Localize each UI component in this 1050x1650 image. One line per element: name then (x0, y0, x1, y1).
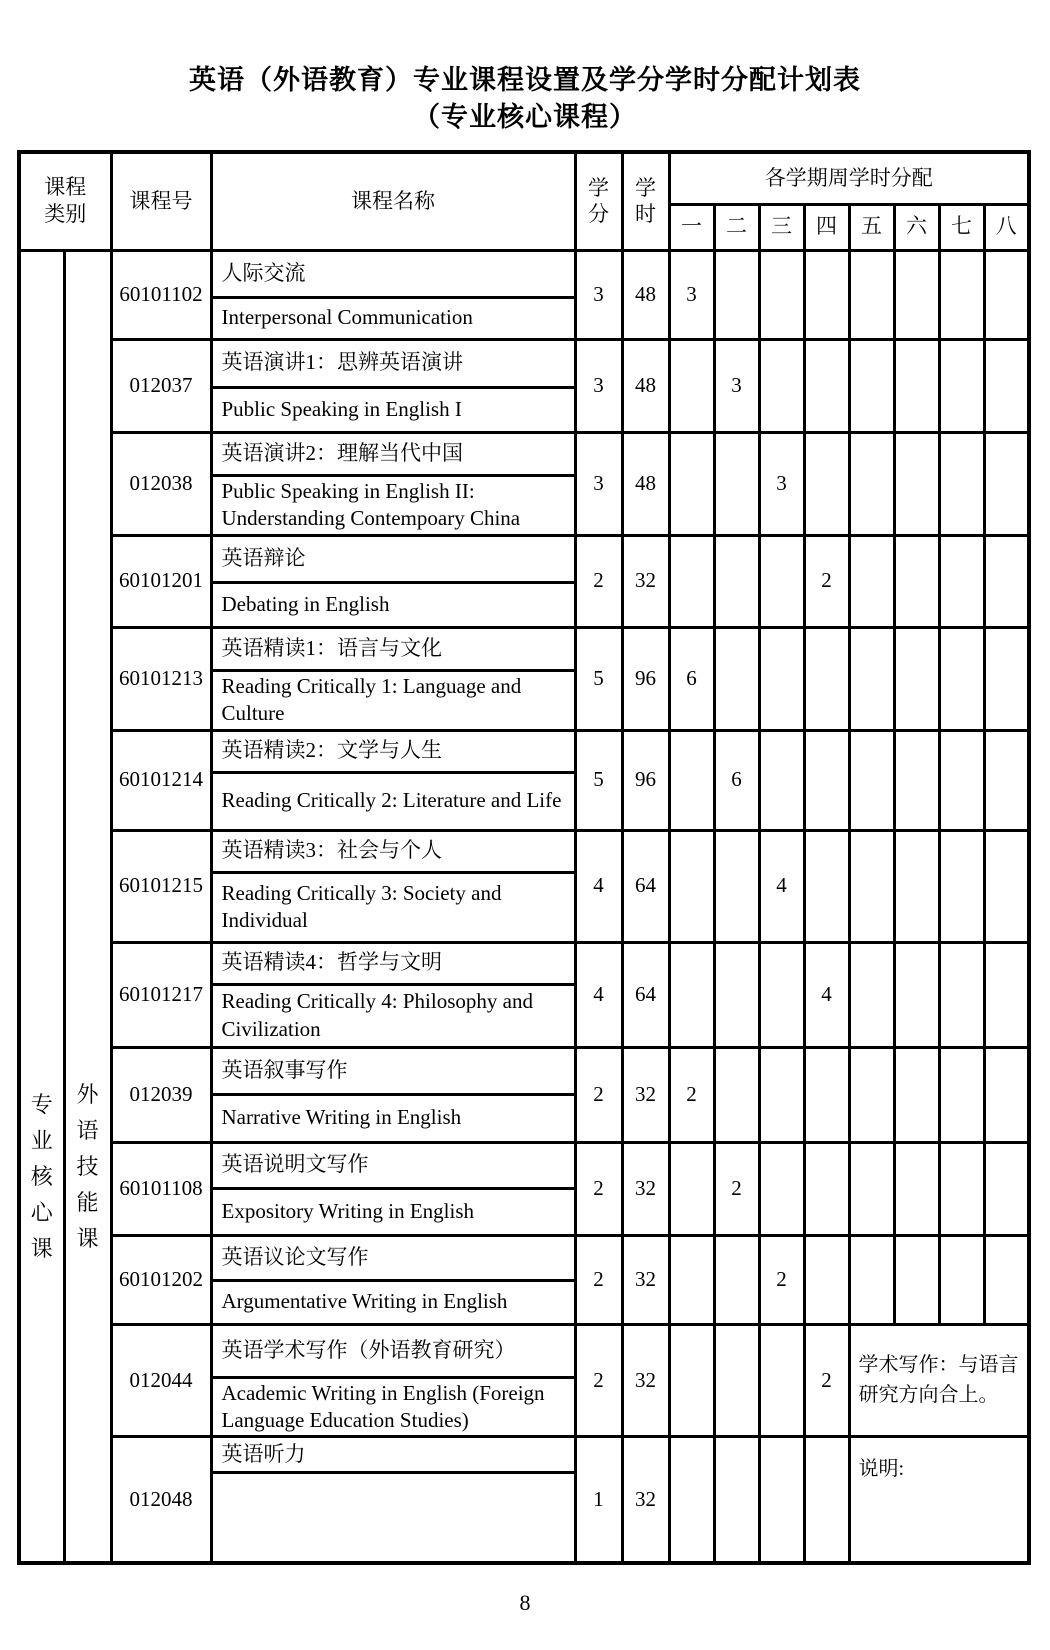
semester-cell-6 (894, 339, 939, 432)
semester-cell-2: 2 (714, 1142, 759, 1235)
semester-cell-1 (669, 1235, 714, 1324)
header-cell-course-name: 课程名称 (211, 152, 575, 250)
course-row-012037 (19, 339, 1029, 387)
semester-cell-8 (984, 627, 1029, 730)
semester-cell-4 (804, 432, 849, 535)
semester-cell-7 (939, 1235, 984, 1324)
course-row-012044 (19, 1324, 1029, 1377)
title-block (0, 62, 1050, 136)
semester-cell-2 (714, 432, 759, 535)
course-name-zh-cell: 英语学术写作（外语教育研究） (211, 1324, 575, 1377)
course-name-en-cell: Argumentative Writing in English (211, 1280, 575, 1324)
hours-cell: 32 (622, 1047, 669, 1142)
semester-cell-3 (759, 730, 804, 830)
credits-cell: 3 (575, 250, 622, 339)
credits-cell: 5 (575, 627, 622, 730)
hours-cell: 32 (622, 1324, 669, 1437)
semester-cell-5 (849, 830, 894, 942)
course-name-en-cell: Reading Critically 4: Philosophy and Civilization (211, 984, 575, 1047)
semester-cell-4: 2 (804, 1324, 849, 1437)
semester-cell-2 (714, 627, 759, 730)
category-cell-secondary (64, 250, 111, 1563)
semester-cell-6 (894, 1142, 939, 1235)
hours-cell: 64 (622, 830, 669, 942)
semester-cell-8 (984, 730, 1029, 830)
credits-cell: 2 (575, 1142, 622, 1235)
semester-cell-2 (714, 535, 759, 627)
course-name-zh-cell: 英语说明文写作 (211, 1142, 575, 1188)
course-name-en-cell: Reading Critically 1: Language and Culture (211, 670, 575, 730)
semester-cell-3 (759, 942, 804, 1047)
semester-cell-6 (894, 627, 939, 730)
credits-cell: 2 (575, 1047, 622, 1142)
header-cell-semester-2: 二 (714, 204, 759, 250)
course-name-en-cell: Interpersonal Communication (211, 297, 575, 339)
semester-cell-6 (894, 830, 939, 942)
credits-cell: 1 (575, 1437, 622, 1563)
semester-cell-4 (804, 730, 849, 830)
semester-cell-5 (849, 627, 894, 730)
semester-cell-7 (939, 942, 984, 1047)
semester-cell-7 (939, 339, 984, 432)
semester-cell-1 (669, 535, 714, 627)
header-cell-semester-7: 七 (939, 204, 984, 250)
hours-cell: 32 (622, 1437, 669, 1563)
semester-cell-5 (849, 432, 894, 535)
header-row-top (19, 152, 1029, 204)
semester-cell-2 (714, 830, 759, 942)
note-cell: 学术写作：与语言研究方向合上。 (849, 1324, 1029, 1437)
semester-cell-6 (894, 1047, 939, 1142)
semester-cell-7 (939, 830, 984, 942)
semester-cell-7 (939, 1047, 984, 1142)
course-no-cell: 60101202 (111, 1235, 211, 1324)
semester-cell-5 (849, 1047, 894, 1142)
hours-cell: 32 (622, 535, 669, 627)
course-row-012039 (19, 1047, 1029, 1094)
credits-cell: 2 (575, 535, 622, 627)
header-cell-category (19, 152, 111, 250)
note-cell: 说明: (849, 1437, 1029, 1563)
category-cell-primary (19, 250, 64, 1563)
semester-cell-2 (714, 250, 759, 339)
header-cell-semester-8: 八 (984, 204, 1029, 250)
semester-cell-5 (849, 730, 894, 830)
course-no-cell: 012038 (111, 432, 211, 535)
course-name-en-cell: Public Speaking in English I (211, 387, 575, 432)
semester-cell-2 (714, 942, 759, 1047)
semester-cell-5 (849, 942, 894, 1047)
course-no-cell: 60101102 (111, 250, 211, 339)
header-cell-semester-1: 一 (669, 204, 714, 250)
course-name-en-cell: Expository Writing in English (211, 1188, 575, 1235)
course-name-en-cell: Debating in English (211, 582, 575, 627)
course-name-zh-cell: 英语听力 (211, 1437, 575, 1473)
semester-cell-1 (669, 432, 714, 535)
semester-cell-4 (804, 250, 849, 339)
semester-cell-6 (894, 730, 939, 830)
semester-cell-1: 2 (669, 1047, 714, 1142)
course-row-60101213 (19, 627, 1029, 670)
semester-cell-3 (759, 1142, 804, 1235)
course-no-cell: 012037 (111, 339, 211, 432)
credits-cell: 5 (575, 730, 622, 830)
header-cell-semester-3: 三 (759, 204, 804, 250)
category-secondary-label: 外语技能课 (76, 1081, 99, 1251)
semester-cell-8 (984, 339, 1029, 432)
semester-cell-7 (939, 250, 984, 339)
semester-cell-8 (984, 432, 1029, 535)
semester-cell-4 (804, 1047, 849, 1142)
semester-cell-1 (669, 1142, 714, 1235)
course-row-60101108 (19, 1142, 1029, 1188)
course-name-zh-cell: 英语叙事写作 (211, 1047, 575, 1094)
course-no-cell: 60101215 (111, 830, 211, 942)
header-cell-course-no: 课程号 (111, 152, 211, 250)
course-no-cell: 60101201 (111, 535, 211, 627)
course-name-zh-cell: 人际交流 (211, 250, 575, 297)
page-title: 英语（外语教育）专业课程设置及学分学时分配计划表 (189, 65, 861, 95)
course-row-60101202 (19, 1235, 1029, 1280)
course-row-60101201 (19, 535, 1029, 582)
semester-cell-5 (849, 339, 894, 432)
semester-cell-5 (849, 535, 894, 627)
course-row-012038 (19, 432, 1029, 475)
semester-cell-1: 3 (669, 250, 714, 339)
course-table (17, 150, 1031, 1565)
semester-cell-1 (669, 730, 714, 830)
semester-cell-3 (759, 1324, 804, 1437)
course-name-en-cell (211, 1473, 575, 1563)
page-subtitle: （专业核心课程） (413, 102, 637, 132)
semester-cell-1: 6 (669, 627, 714, 730)
course-name-en-cell: Reading Critically 3: Society and Individual (211, 872, 575, 942)
course-row-60101102 (19, 250, 1029, 297)
semester-cell-7 (939, 432, 984, 535)
semester-cell-1 (669, 1324, 714, 1437)
semester-cell-4 (804, 830, 849, 942)
semester-cell-3: 4 (759, 830, 804, 942)
course-no-cell: 60101214 (111, 730, 211, 830)
semester-cell-3 (759, 339, 804, 432)
semester-cell-3 (759, 535, 804, 627)
semester-cell-5 (849, 1142, 894, 1235)
course-name-zh-cell: 英语议论文写作 (211, 1235, 575, 1280)
header-cell-semester-5: 五 (849, 204, 894, 250)
header-credits-label: 学分 (588, 176, 609, 227)
credits-cell: 3 (575, 339, 622, 432)
semester-cell-7 (939, 627, 984, 730)
semester-cell-4 (804, 1142, 849, 1235)
course-name-zh-cell: 英语精读1：语言与文化 (211, 627, 575, 670)
course-row-60101217 (19, 942, 1029, 984)
hours-cell: 48 (622, 339, 669, 432)
header-hours-label: 学时 (635, 176, 656, 227)
semester-cell-6 (894, 535, 939, 627)
semester-cell-6 (894, 432, 939, 535)
semester-cell-8 (984, 942, 1029, 1047)
semester-cell-7 (939, 1142, 984, 1235)
header-cell-hours (622, 152, 669, 250)
course-no-cell: 012048 (111, 1437, 211, 1563)
semester-cell-4 (804, 339, 849, 432)
category-primary-label: 专业核心课 (30, 1091, 53, 1261)
semester-cell-6 (894, 250, 939, 339)
course-name-zh-cell: 英语精读2：文学与人生 (211, 730, 575, 772)
semester-cell-2: 6 (714, 730, 759, 830)
hours-cell: 64 (622, 942, 669, 1047)
course-name-en-cell: Reading Critically 2: Literature and Life (211, 772, 575, 830)
semester-cell-7 (939, 730, 984, 830)
course-name-en-cell: Narrative Writing in English (211, 1094, 575, 1142)
semester-cell-2: 3 (714, 339, 759, 432)
semester-cell-8 (984, 250, 1029, 339)
semester-cell-8 (984, 535, 1029, 627)
course-no-cell: 012044 (111, 1324, 211, 1437)
hours-cell: 32 (622, 1142, 669, 1235)
semester-cell-2 (714, 1235, 759, 1324)
semester-cell-3: 3 (759, 432, 804, 535)
table-clip (17, 150, 1035, 1511)
course-row-60101215 (19, 830, 1029, 872)
course-name-zh-cell: 英语精读3：社会与个人 (211, 830, 575, 872)
header-category-label: 课程类别 (44, 175, 87, 227)
semester-cell-8 (984, 1142, 1029, 1235)
semester-cell-3 (759, 1047, 804, 1142)
semester-cell-2 (714, 1437, 759, 1563)
semester-cell-1 (669, 942, 714, 1047)
credits-cell: 3 (575, 432, 622, 535)
course-name-zh-cell: 英语演讲2：理解当代中国 (211, 432, 575, 475)
course-no-cell: 60101213 (111, 627, 211, 730)
course-no-cell: 60101217 (111, 942, 211, 1047)
hours-cell: 48 (622, 250, 669, 339)
hours-cell: 96 (622, 730, 669, 830)
course-name-en-cell: Public Speaking in English II: Understanding Contempoary China (211, 475, 575, 535)
semester-cell-8 (984, 1047, 1029, 1142)
semester-cell-6 (894, 942, 939, 1047)
hours-cell: 96 (622, 627, 669, 730)
credits-cell: 4 (575, 830, 622, 942)
course-name-zh-cell: 英语辩论 (211, 535, 575, 582)
semester-cell-3: 2 (759, 1235, 804, 1324)
semester-cell-1 (669, 1437, 714, 1563)
semester-cell-4 (804, 1437, 849, 1563)
semester-cell-1 (669, 830, 714, 942)
semester-cell-2 (714, 1324, 759, 1437)
credits-cell: 2 (575, 1235, 622, 1324)
course-name-zh-cell: 英语演讲1：思辨英语演讲 (211, 339, 575, 387)
hours-cell: 32 (622, 1235, 669, 1324)
semester-cell-3 (759, 627, 804, 730)
semester-cell-4: 4 (804, 942, 849, 1047)
header-cell-semester-group: 各学期周学时分配 (669, 152, 1029, 204)
semester-cell-4 (804, 1235, 849, 1324)
course-no-cell: 60101108 (111, 1142, 211, 1235)
semester-cell-5 (849, 1235, 894, 1324)
semester-cell-2 (714, 1047, 759, 1142)
header-cell-credits (575, 152, 622, 250)
credits-cell: 4 (575, 942, 622, 1047)
semester-cell-1 (669, 339, 714, 432)
header-cell-semester-4: 四 (804, 204, 849, 250)
course-no-cell: 012039 (111, 1047, 211, 1142)
semester-cell-4 (804, 627, 849, 730)
course-row-012048 (19, 1437, 1029, 1473)
semester-cell-3 (759, 250, 804, 339)
semester-cell-8 (984, 830, 1029, 942)
semester-cell-5 (849, 250, 894, 339)
course-name-zh-cell: 英语精读4：哲学与文明 (211, 942, 575, 984)
course-row-60101214 (19, 730, 1029, 772)
semester-cell-3 (759, 1437, 804, 1563)
semester-cell-6 (894, 1235, 939, 1324)
page-number: 8 (519, 1590, 531, 1615)
hours-cell: 48 (622, 432, 669, 535)
semester-cell-8 (984, 1235, 1029, 1324)
semester-cell-4: 2 (804, 535, 849, 627)
course-name-en-cell: Academic Writing in English (Foreign Language Education Studies) (211, 1377, 575, 1437)
semester-cell-7 (939, 535, 984, 627)
credits-cell: 2 (575, 1324, 622, 1437)
header-cell-semester-6: 六 (894, 204, 939, 250)
